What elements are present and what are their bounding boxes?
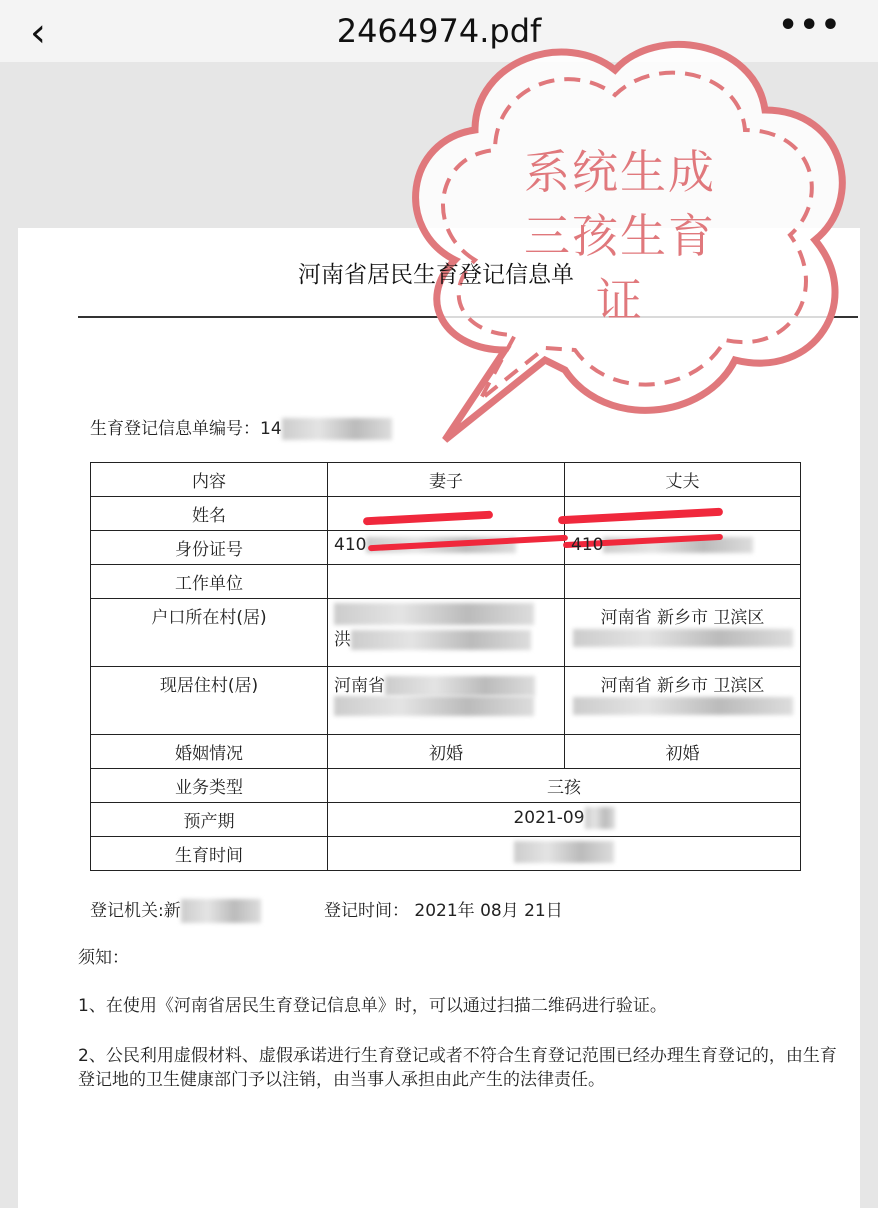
redaction-blur <box>334 696 534 716</box>
authority <box>90 896 261 923</box>
wife-marital: 初婚 <box>328 735 565 769</box>
row-label: 生育时间 <box>91 837 328 871</box>
wife-residence-text: 河南省 <box>334 676 385 696</box>
row-label: 业务类型 <box>91 769 328 803</box>
header-cell: 内容 <box>91 463 328 497</box>
table-row <box>91 735 801 769</box>
husband-residence-text: 河南省 新乡市 卫滨区 <box>600 676 765 696</box>
wife-id <box>328 531 565 565</box>
row-label: 工作单位 <box>91 565 328 599</box>
redaction-blur <box>573 629 793 647</box>
table-row <box>91 565 801 599</box>
wife-hukou-text: 洪 <box>334 630 351 650</box>
husband-id-text: 410 <box>571 535 604 555</box>
table-row <box>91 599 801 667</box>
husband-residence <box>565 667 801 735</box>
table-row <box>91 837 801 871</box>
header-cell: 丈夫 <box>565 463 801 497</box>
serial-number <box>90 414 392 440</box>
due-date-text: 2021-09 <box>513 808 585 828</box>
business-type: 三孩 <box>328 769 801 803</box>
file-title: 2464974.pdf <box>336 12 542 50</box>
overlay-line: 三孩生育 <box>524 209 716 263</box>
authority-label: 登记机关:新 <box>90 901 181 921</box>
row-label: 婚姻情况 <box>91 735 328 769</box>
reg-time-value: 2021年 08月 21日 <box>414 901 563 921</box>
notice-item-1: 1、在使用《河南省居民生育登记信息单》时，可以通过扫描二维码进行验证。 <box>78 996 667 1016</box>
serial-label: 生育登记信息单编号： <box>90 419 260 439</box>
table-header-row <box>91 463 801 497</box>
registration-table <box>90 462 801 871</box>
redaction-blur <box>351 630 531 650</box>
husband-hukou-text: 河南省 新乡市 卫滨区 <box>600 608 765 628</box>
row-label: 预产期 <box>91 803 328 837</box>
birth-time <box>328 837 801 871</box>
notice-title: 须知： <box>78 948 129 968</box>
redaction-blur <box>334 603 534 625</box>
due-date <box>328 803 801 837</box>
row-label: 户口所在村(居) <box>91 599 328 667</box>
husband-hukou <box>565 599 801 667</box>
row-label: 身份证号 <box>91 531 328 565</box>
row-label: 姓名 <box>91 497 328 531</box>
registration-time <box>324 896 563 921</box>
wife-residence <box>328 667 565 735</box>
header-cell: 妻子 <box>328 463 565 497</box>
redaction-blur <box>282 418 392 440</box>
redaction-blur <box>585 807 615 829</box>
redaction-blur <box>385 676 535 696</box>
serial-value: 14 <box>260 419 282 439</box>
wife-id-text: 410 <box>334 535 367 555</box>
redaction-blur <box>573 697 793 715</box>
table-row <box>91 803 801 837</box>
document-title: 河南省居民生育登记信息单 <box>298 262 574 288</box>
redaction-blur <box>181 899 261 923</box>
back-button[interactable]: ‹ <box>30 10 46 56</box>
husband-marital: 初婚 <box>565 735 801 769</box>
overlay-line: 证 <box>596 273 644 327</box>
reg-time-label: 登记时间： <box>324 901 409 921</box>
wife-work <box>328 565 565 599</box>
notice-item-2: 2、公民利用虚假材料、虚假承诺进行生育登记或者不符合生育登记范围已经办理生育登记的，由生育登记地的卫生健康部门予以注销，由当事人承担由此产生的法律责任。 <box>78 1046 837 1090</box>
redaction-blur <box>514 841 614 863</box>
table-row <box>91 667 801 735</box>
table-row <box>91 769 801 803</box>
overlay-line: 系统生成 <box>524 145 716 199</box>
overlay-caption <box>505 140 735 332</box>
husband-work <box>565 565 801 599</box>
more-dots-icon[interactable]: ••• <box>778 8 842 43</box>
wife-hukou <box>328 599 565 667</box>
row-label: 现居住村(居) <box>91 667 328 735</box>
